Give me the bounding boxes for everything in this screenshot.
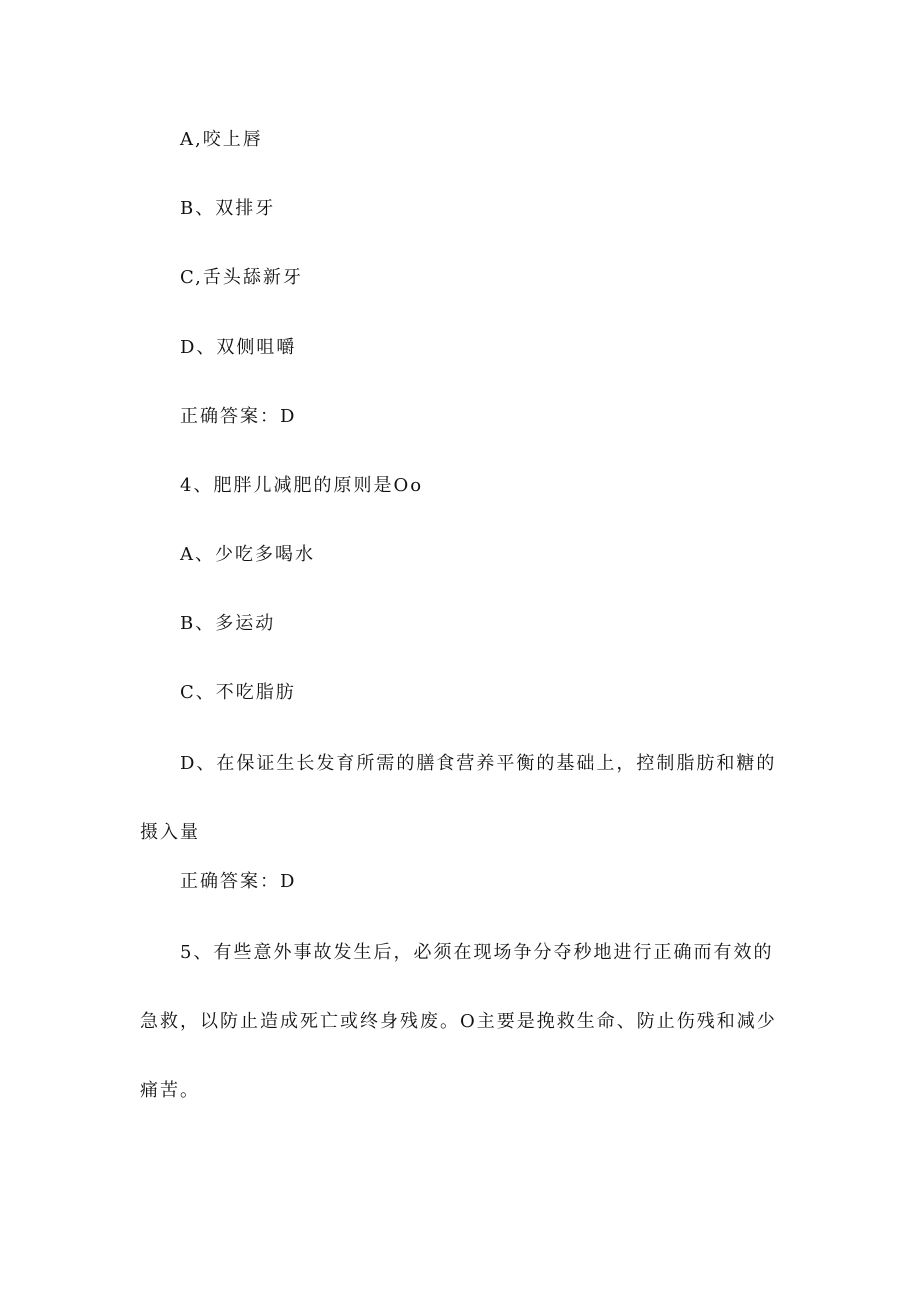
q4-option-b: B、多运动 xyxy=(180,613,276,634)
q4-option-a: A、少吃多喝水 xyxy=(180,544,315,565)
q3-option-d: D、双侧咀嚼 xyxy=(180,337,297,358)
q5-stem: 5、有些意外事故发生后，必须在现场争分夺秒地进行正确而有效的急救，以防止造成死亡或终身残废。O主要是挽救生命、防止伤残和减少痛苦。 xyxy=(140,942,777,1101)
q3-option-b: B、双排牙 xyxy=(180,198,276,219)
q4-option-d: D、在保证生长发育所需的膳食营养平衡的基础上，控制脂肪和糖的摄入量 xyxy=(140,753,777,843)
q3-answer: 正确答案：D xyxy=(180,406,297,427)
q4-option-c: C、不吃脂肪 xyxy=(180,682,296,703)
q3-option-a: A,咬上唇 xyxy=(180,129,263,150)
q4-answer: 正确答案：D xyxy=(180,871,297,892)
q4-stem: 4、肥胖儿减肥的原则是Oo xyxy=(180,475,424,496)
q3-option-c: C,舌头舔新牙 xyxy=(180,267,303,288)
